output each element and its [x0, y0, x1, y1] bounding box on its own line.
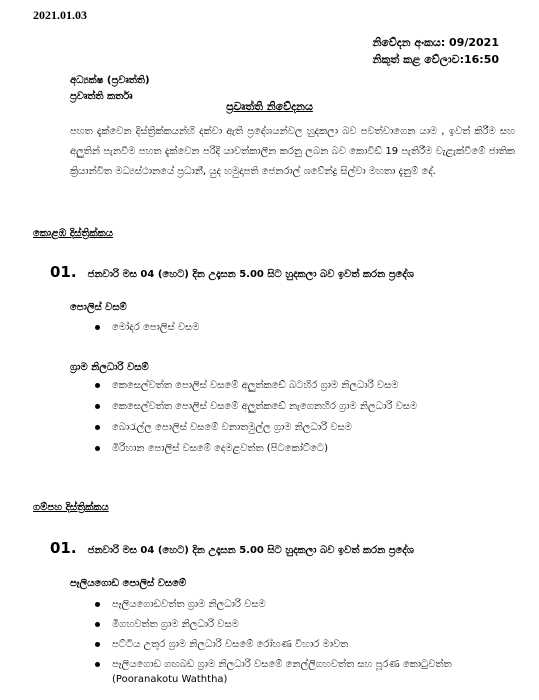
notice-number: නිවේදන අංකය: 09/2021: [372, 36, 499, 49]
list-item: කෙසෙල්වත්ත පොලිස් වසමේ අලුත්කඩේ නැගෙනහිර ග්‍රාම නිලධාරි වසම: [90, 399, 520, 414]
addressee-line-2: ප්‍රවෘත්ති කර්තෘ: [70, 91, 133, 102]
item-number: 01.: [50, 263, 77, 281]
bullet-icon: [95, 325, 100, 330]
item-number: 01.: [50, 539, 77, 557]
bullet-icon: [95, 622, 100, 627]
intro-paragraph: පහත දැක්වෙන දිස්ත්‍රික්කයන්හි දක්වා ඇති ප්‍රදේශයන්වල හුදකලා බව පවත්වාගෙන යාම , ඉවත් කිරීම සහ අලුතින් පැනවීම පහත දැක්වෙන පරිදි යාවත්කාලීන කරනු ලබන බව කොවිඩ් 19 පැතිරීම වැළැක්වීමේ ජාතික ක්‍රියාන්විත මධ්‍යස්ථානයේ ප්‍රධානී, යුද හමුදාපති ජෙනරාල් ශවේන්ද්‍ර සිල්වා මහතා දැනුම් දේ.: [70, 126, 515, 177]
document-date: 2021.01.03: [33, 8, 87, 22]
addressee-line-1: අධ්‍යක්ෂ (ප්‍රවෘත්ති): [70, 75, 150, 86]
list-item: මෝදර පොලිස් වසම: [90, 320, 199, 335]
bullet-icon: [95, 425, 100, 430]
police-division-list: [90, 320, 199, 335]
district-heading-colombo: කොළඹ දිස්ත්‍රික්කය: [33, 228, 113, 239]
bullet-icon: [95, 404, 100, 409]
bullet-icon: [95, 662, 100, 667]
list-item: කෙසෙල්වත්ත පොලිස් වසමේ අලුත්කඩේ බටහිර ග්‍රාම නිලධාරි වසම: [90, 378, 520, 393]
list-item: බොරැල්ල පොලිස් වසමේ වනාතමුල්ල ග්‍රාම නිලධාරි වසම: [90, 420, 520, 435]
bullet-icon: [95, 446, 100, 451]
bullet-icon: [95, 602, 100, 607]
group-label-gn-divisions: ග්‍රාම නිලධාරි වසම්: [70, 362, 149, 373]
list-item: පෑලියගොඩ ගඟබඩ ග්‍රාම නිලධාරි වසමේ නෙල්ලිගහවත්ත සහ පූරණ කොටුවත්ත (Pooranakotu Waththa): [90, 657, 520, 687]
item-text: ජනවාරි මස 04 (හෙට) දින උදෑසන 5.00 සිට හුදකලා බව ඉවත් කරන ප්‍රදේශ: [87, 269, 414, 280]
bullet-icon: [95, 642, 100, 647]
group-label-peliyagoda-police: පෑලියගොඩ පොලිස් වසමේ: [70, 578, 187, 589]
item-text: ජනවාරි මස 04 (හෙට) දින උදෑසන 5.00 සිට හුදකලා බව ඉවත් කරන ප්‍රදේශ: [87, 545, 414, 556]
document-title: ප්‍රවෘත්ති නිවේදනය: [226, 100, 313, 113]
bullet-icon: [95, 383, 100, 388]
district-heading-gampaha: ගම්පහ දිස්ත්‍රික්කය: [33, 502, 109, 513]
issued-time: නිකුත් කළ වේලාව:16:50: [372, 53, 499, 66]
section-item-colombo: [50, 262, 414, 281]
section-item-gampaha: [50, 538, 414, 557]
list-item: මිරිහාන පොලිස් වසමේ දෙමළවත්ත (පිටකෝට්ටෙ): [90, 441, 520, 456]
gn-division-list: [90, 378, 520, 456]
group-label-police-divisions: පොලිස් වසම්: [70, 302, 127, 313]
list-item: මීගහවත්ත ග්‍රාම නිලධාරි වසම: [90, 617, 520, 632]
list-item: පට්ටිය උතුර ග්‍රාම නිලධාරි වසමේ රෝහණ විහාර මාවත: [90, 637, 520, 652]
list-item: පෑලියගොඩවත්ත ග්‍රාම නිලධාරි වසම: [90, 597, 520, 612]
peliyagoda-list: [90, 597, 520, 687]
